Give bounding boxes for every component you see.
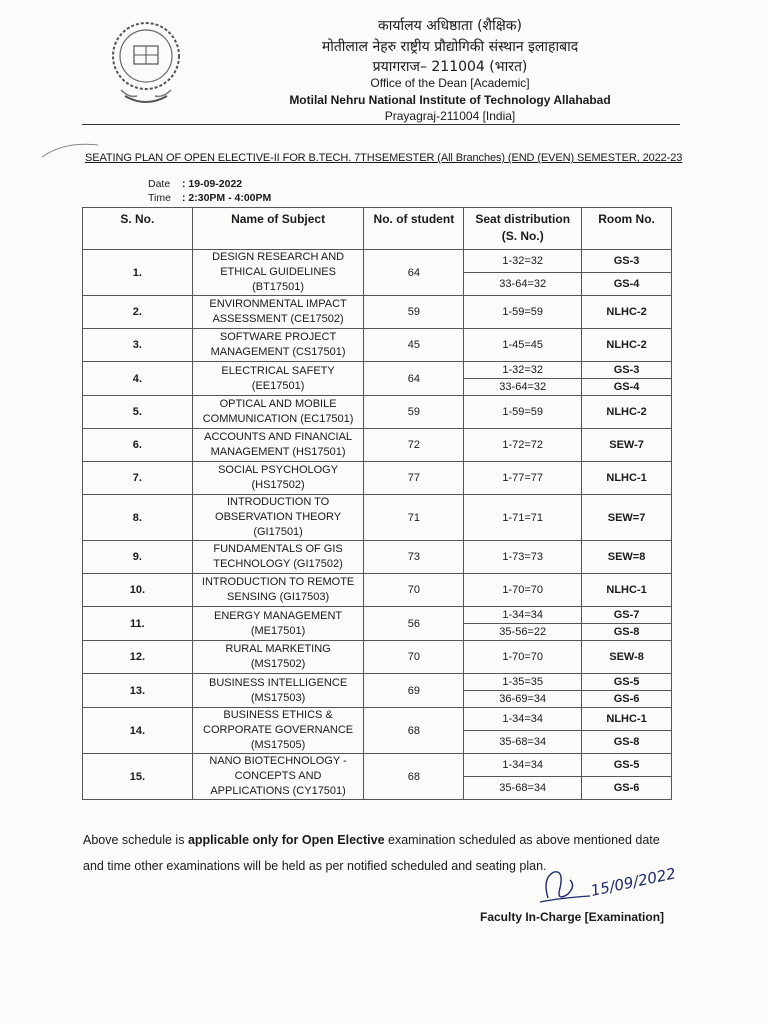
header-seats: Seat distribution (S. No.) (464, 208, 582, 250)
table-row (83, 641, 672, 674)
cell-students: 70 (364, 574, 464, 607)
cell-students: 72 (364, 429, 464, 462)
table-row (83, 396, 672, 429)
cell-room: GS-4 (582, 273, 672, 296)
cell-students: 70 (364, 641, 464, 674)
header-city: Prayagraj-211004 [India] (384, 109, 516, 123)
cell-sno: 9. (83, 541, 193, 574)
cell-students: 68 (364, 708, 464, 754)
exam-time (148, 192, 271, 204)
cell-subject: SOCIAL PSYCHOLOGY (HS17502) (192, 462, 364, 495)
cell-seat-distribution: 1-45=45 (464, 329, 582, 362)
cell-seat-distribution: 1-34=34 (464, 708, 582, 731)
table-row (83, 429, 672, 462)
cell-seat-distribution: 1-32=32 (464, 250, 582, 273)
cell-subject: ACCOUNTS AND FINANCIAL MANAGEMENT (HS17501) (192, 429, 364, 462)
header-office: Office of the Dean [Academic] (370, 76, 530, 90)
cell-sno: 4. (83, 362, 193, 396)
cell-seat-distribution: 1-77=77 (464, 462, 582, 495)
table-header-row (83, 208, 672, 250)
cell-room: NLHC-1 (582, 462, 672, 495)
cell-students: 45 (364, 329, 464, 362)
cell-subject: FUNDAMENTALS OF GIS TECHNOLOGY (GI17502) (192, 541, 364, 574)
cell-room: GS-6 (582, 777, 672, 800)
cell-sno: 6. (83, 429, 193, 462)
table-row (83, 329, 672, 362)
cell-subject: SOFTWARE PROJECT MANAGEMENT (CS17501) (192, 329, 364, 362)
cell-students: 77 (364, 462, 464, 495)
cell-seat-distribution: 1-35=35 (464, 674, 582, 691)
table-row (83, 296, 672, 329)
institute-seal-logo (107, 16, 185, 112)
cell-subject: OPTICAL AND MOBILE COMMUNICATION (EC17501) (192, 396, 364, 429)
header-institute: Motilal Nehru National Institute of Technology Allahabad (289, 93, 611, 107)
cell-room: NLHC-1 (582, 574, 672, 607)
table-row (83, 250, 672, 273)
footer-note-line1: Above schedule is applicable only for Open Elective examination scheduled as above mentioned date (83, 833, 660, 847)
seating-plan-table (82, 207, 672, 800)
footer-note-line2: and time other examinations will be held as per notified scheduled and seating plan. (83, 859, 547, 873)
cell-room: GS-6 (582, 691, 672, 708)
signature-date: 15/09/2022 (589, 864, 678, 900)
cell-seat-distribution: 1-34=34 (464, 754, 582, 777)
cell-room: GS-5 (582, 674, 672, 691)
cell-students: 59 (364, 296, 464, 329)
cell-sno: 5. (83, 396, 193, 429)
cell-sno: 7. (83, 462, 193, 495)
time-value: : 2:30PM - 4:00PM (182, 192, 272, 204)
cell-sno: 3. (83, 329, 193, 362)
table-body (83, 250, 672, 800)
header-hindi-3: प्रयागराज– 211004 (भारत) (372, 59, 528, 75)
header-subject: Name of Subject (192, 208, 364, 250)
cell-seat-distribution: 36-69=34 (464, 691, 582, 708)
cell-seat-distribution: 1-59=59 (464, 396, 582, 429)
cell-room: GS-8 (582, 731, 672, 754)
date-value: : 19-09-2022 (182, 178, 243, 190)
cell-room: SEW-7 (582, 429, 672, 462)
cell-sno: 12. (83, 641, 193, 674)
cell-room: SEW=8 (582, 541, 672, 574)
cell-seat-distribution: 35-68=34 (464, 731, 582, 754)
table-row (83, 541, 672, 574)
cell-seat-distribution: 35-56=22 (464, 624, 582, 641)
exam-date (148, 178, 242, 190)
cell-room: GS-4 (582, 379, 672, 396)
time-label: Time (148, 192, 171, 204)
cell-students: 64 (364, 362, 464, 396)
cell-seat-distribution: 1-70=70 (464, 641, 582, 674)
table-row (83, 462, 672, 495)
cell-room: GS-3 (582, 362, 672, 379)
cell-students: 56 (364, 607, 464, 641)
cell-seat-distribution: 1-73=73 (464, 541, 582, 574)
cell-room: SEW=7 (582, 495, 672, 541)
cell-subject: BUSINESS INTELLIGENCE (MS17503) (192, 674, 364, 708)
cell-students: 69 (364, 674, 464, 708)
table-row (83, 754, 672, 777)
cell-subject: BUSINESS ETHICS & CORPORATE GOVERNANCE (MS17505) (192, 708, 364, 754)
table-row (83, 708, 672, 731)
cell-students: 71 (364, 495, 464, 541)
cell-sno: 13. (83, 674, 193, 708)
header-students: No. of student (364, 208, 464, 250)
cell-subject: INTRODUCTION TO REMOTE SENSING (GI17503) (192, 574, 364, 607)
cell-seat-distribution: 1-34=34 (464, 607, 582, 624)
header-hindi-1: कार्यालय अधिष्ठाता (शैक्षिक) (378, 18, 522, 34)
header-divider (82, 124, 680, 125)
document-title: SEATING PLAN OF OPEN ELECTIVE-II FOR B.TECH. 7THSEMESTER (All Branches) (END (EVEN) SEMESTER, 2022-23 (85, 152, 683, 164)
table-row (83, 495, 672, 541)
cell-sno: 15. (83, 754, 193, 800)
cell-room: NLHC-1 (582, 708, 672, 731)
cell-seat-distribution: 1-70=70 (464, 574, 582, 607)
cell-subject: ENVIRONMENTAL IMPACT ASSESSMENT (CE17502) (192, 296, 364, 329)
cell-sno: 1. (83, 250, 193, 296)
cell-subject: NANO BIOTECHNOLOGY - CONCEPTS AND APPLICATIONS (CY17501) (192, 754, 364, 800)
cell-room: NLHC-2 (582, 329, 672, 362)
handwritten-signature (520, 858, 730, 918)
cell-seat-distribution: 1-59=59 (464, 296, 582, 329)
signatory-title: Faculty In-Charge [Examination] (480, 910, 665, 924)
cell-sno: 2. (83, 296, 193, 329)
cell-sno: 11. (83, 607, 193, 641)
cell-subject: ELECTRICAL SAFETY (EE17501) (192, 362, 364, 396)
table-row (83, 607, 672, 624)
cell-sno: 10. (83, 574, 193, 607)
cell-room: SEW-8 (582, 641, 672, 674)
cell-room: NLHC-2 (582, 296, 672, 329)
cell-students: 68 (364, 754, 464, 800)
cell-seat-distribution: 33-64=32 (464, 273, 582, 296)
table-row (83, 674, 672, 691)
cell-seat-distribution: 1-72=72 (464, 429, 582, 462)
header-room: Room No. (582, 208, 672, 250)
cell-room: GS-7 (582, 607, 672, 624)
cell-room: GS-3 (582, 250, 672, 273)
cell-seat-distribution: 35-68=34 (464, 777, 582, 800)
cell-subject: INTRODUCTION TO OBSERVATION THEORY (GI17501) (192, 495, 364, 541)
cell-room: GS-5 (582, 754, 672, 777)
cell-seat-distribution: 1-32=32 (464, 362, 582, 379)
table-row (83, 574, 672, 607)
cell-room: GS-8 (582, 624, 672, 641)
header-sno: S. No. (83, 208, 193, 250)
date-label: Date (148, 178, 171, 190)
cell-students: 59 (364, 396, 464, 429)
header-hindi-2: मोतीलाल नेहरु राष्ट्रीय प्रौद्योगिकी संस्थान इलाहाबाद (321, 39, 579, 55)
cell-sno: 8. (83, 495, 193, 541)
cell-subject: ENERGY MANAGEMENT (ME17501) (192, 607, 364, 641)
cell-students: 64 (364, 250, 464, 296)
cell-seat-distribution: 1-71=71 (464, 495, 582, 541)
cell-students: 73 (364, 541, 464, 574)
cell-subject: RURAL MARKETING (MS17502) (192, 641, 364, 674)
cell-seat-distribution: 33-64=32 (464, 379, 582, 396)
cell-sno: 14. (83, 708, 193, 754)
table-row (83, 362, 672, 379)
cell-room: NLHC-2 (582, 396, 672, 429)
cell-subject: DESIGN RESEARCH AND ETHICAL GUIDELINES (BT17501) (192, 250, 364, 296)
